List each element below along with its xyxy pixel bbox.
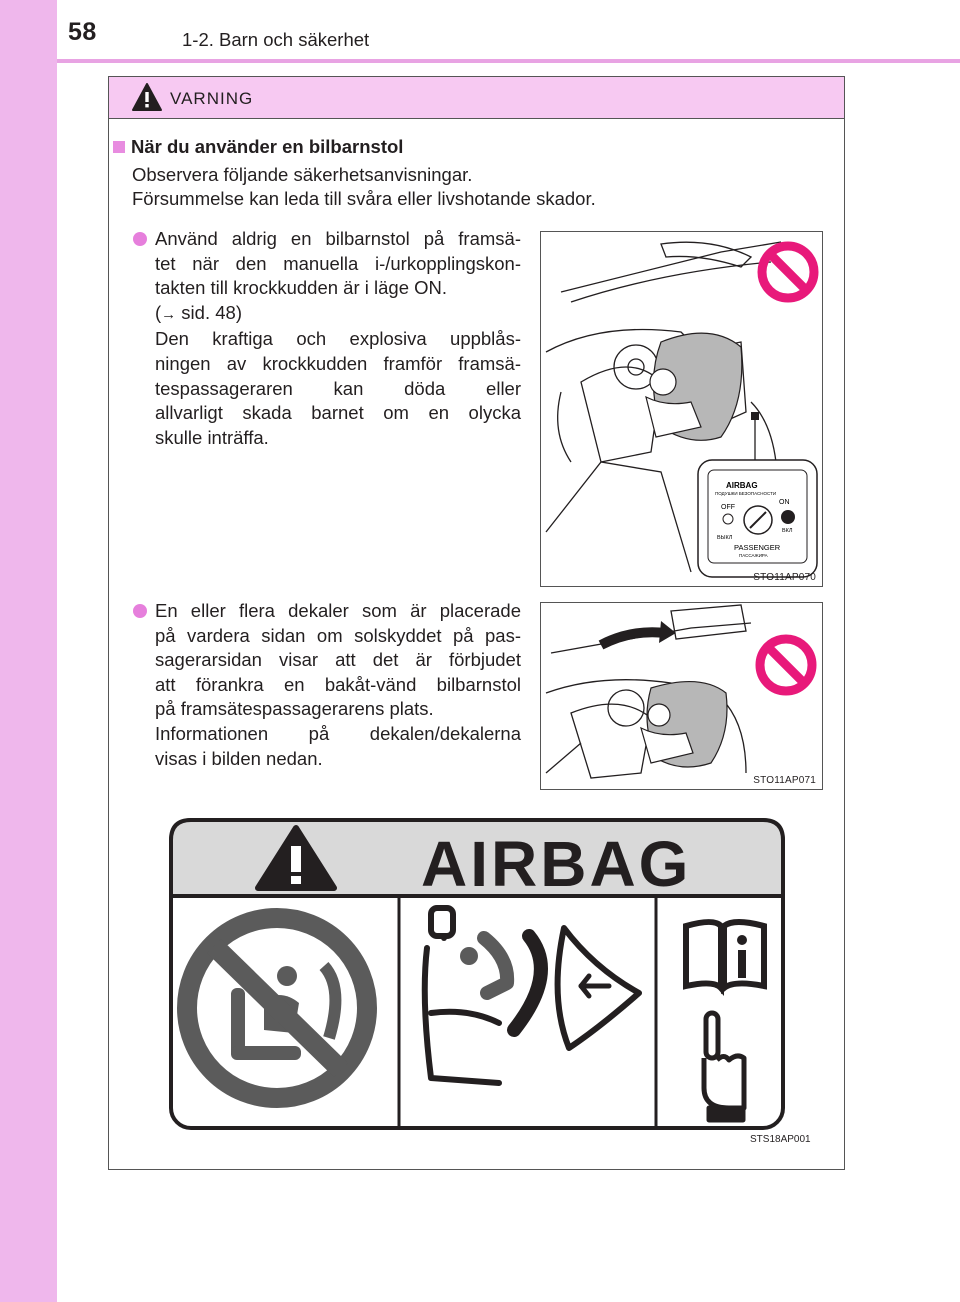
bullet-line: ningen av krockkudden framför framsä- xyxy=(155,352,521,374)
sub-heading xyxy=(113,136,403,158)
bullet-line: att förankra en bakåt-vänd bilbarnstol xyxy=(155,673,521,695)
switch-title: AIRBAG xyxy=(726,481,758,490)
arrow-right-icon: → xyxy=(161,305,177,323)
page-number: 58 xyxy=(68,18,97,46)
page-reference: (→ sid. 48) xyxy=(155,301,242,323)
bullet-line: tet när den manuella i-/urkopplingskon- xyxy=(155,252,521,274)
switch-on-ru: ВКЛ xyxy=(782,528,793,534)
bullet-line: Den kraftiga och explosiva uppblås- xyxy=(155,328,521,350)
switch-off: OFF xyxy=(721,504,735,511)
bullet-line: tespassageraren kan döda eller xyxy=(155,377,521,399)
switch-off-ru: ВЫКЛ xyxy=(717,535,733,541)
switch-passenger-ru: ПАССАЖИРА xyxy=(739,553,768,558)
figure-airbag-switch xyxy=(540,231,823,587)
bullet-line: Informationen på dekalen/dekalerna xyxy=(155,722,521,744)
bullet-item xyxy=(133,227,521,450)
bullet-line: takten till krockkudden är i läge ON. xyxy=(155,277,448,299)
bullet-line: Använd aldrig en bilbarnstol på framsä- xyxy=(155,228,521,249)
figure-code: STO11AP070 xyxy=(753,572,816,583)
label-code: STS18AP001 xyxy=(750,1134,811,1145)
switch-title-ru: ПОДУШКИ БЕЗОПАСНОСТИ xyxy=(715,491,777,496)
switch-on: ON xyxy=(779,499,790,506)
warning-triangle-icon xyxy=(131,82,163,112)
circle-bullet-icon xyxy=(133,232,147,246)
car-visor-illustration xyxy=(541,603,822,789)
prohibition-icon xyxy=(760,639,812,691)
circle-bullet-icon xyxy=(133,604,147,618)
header-rule xyxy=(57,59,960,63)
warning-box xyxy=(108,76,845,1170)
bullet-line: på vardera sidan om solskyddet på pas- xyxy=(155,624,521,646)
prohibition-icon xyxy=(762,246,814,298)
bullet-item xyxy=(133,599,521,771)
figure-code: STO11AP071 xyxy=(753,775,816,786)
bullet-line: skulle inträffa. xyxy=(155,426,269,448)
bullet-line: visas i bilden nedan. xyxy=(155,747,323,769)
airbag-warning-label xyxy=(169,818,785,1130)
sub-heading-text: När du använder en bilbarnstol xyxy=(131,136,404,157)
figure-sun-visor-label xyxy=(540,602,823,790)
car-interior-illustration xyxy=(541,232,822,586)
side-band xyxy=(0,0,57,1302)
intro-line: Försummelse kan leda till svåra eller livshotande skador. xyxy=(132,188,596,209)
switch-passenger: PASSENGER xyxy=(734,543,781,552)
warning-label: VARNING xyxy=(170,89,254,108)
intro-text xyxy=(132,163,832,211)
bullet-line: En eller flera dekaler som är placerade xyxy=(155,600,521,621)
square-bullet-icon xyxy=(113,141,125,153)
bullet-line: allvarligt skada barnet om en olycka xyxy=(155,402,521,424)
page-reference-text: sid. 48 xyxy=(176,301,236,323)
airbag-label-title: AIRBAG xyxy=(421,828,692,900)
warning-header xyxy=(109,77,844,119)
intro-line: Observera följande säkerhetsanvisningar. xyxy=(132,164,473,185)
bullet-line: sagerarsidan visar att det är förbjudet xyxy=(155,649,521,671)
bullet-line: på framsätespassagerarens plats. xyxy=(155,698,434,720)
section-title: 1-2. Barn och säkerhet xyxy=(182,29,370,50)
